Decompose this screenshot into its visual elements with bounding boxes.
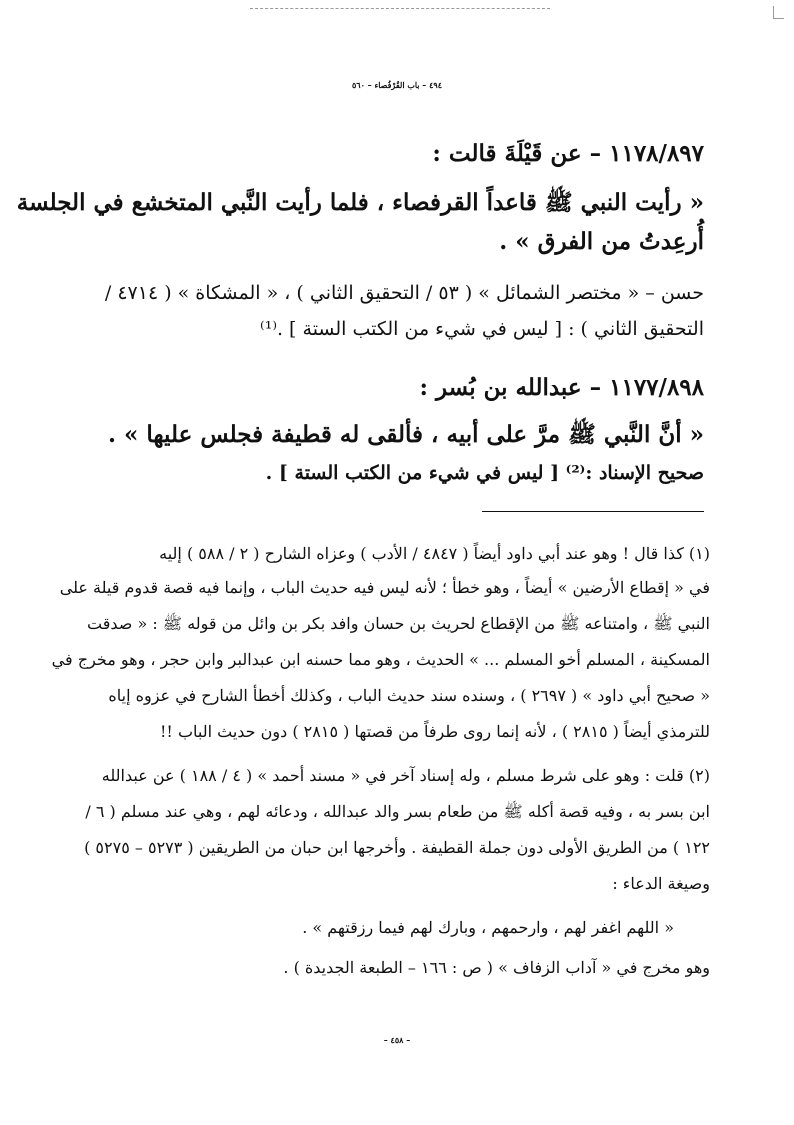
footnote-1-line: المسكينة ، المسلم أخو المسلم ... » الحديث ، وهو مما حسنه ابن عبدالبر وابن حجر ، وهو مخرج في bbox=[51, 650, 710, 669]
footnote-2-line: ابن بسر به ، وفيه قصة أكله ﷺ من طعام بسر والد عبدالله ، ودعائه لهم ، وهي عند مسلم ( ٦ / bbox=[85, 802, 710, 821]
footnote-2-line: وصيغة الدعاء : bbox=[612, 874, 710, 893]
footnote-1-line: « صحيح أبي داود » ( ٢٦٩٧ ) ، وسنده سند حديث الباب ، وكذلك أخطأ الشارح في عزوه إياه bbox=[108, 686, 710, 705]
footnote-2-line: (٢) قلت : وهو على شرط مسلم ، وله إسناد آخر في « مسند أحمد » ( ٤ / ١٨٨ ) عن عبدالله bbox=[101, 766, 710, 785]
hadith-898-grade-line-1: صحيح الإسناد :⁽²⁾ [ ليس في شيء من الكتب الستة ] . bbox=[265, 462, 704, 484]
footnote-2-dua: « اللهم اغفر لهم ، وارحمهم ، وبارك لهم فيما رزقتهم » . bbox=[302, 918, 674, 937]
footnote-1-line: (١) كذا قال ! وهو عند أبي داود أيضاً ( ٤٨٤٧ / الأدب ) وعزاه الشارح ( ٢ / ٥٨٨ ) إليه bbox=[159, 544, 710, 563]
hadith-897-grade-line-2: التحقيق الثاني ) : [ ليس في شيء من الكتب الستة ] .⁽¹⁾ bbox=[260, 318, 704, 340]
hadith-897-grade-line-1: حسن – « مختصر الشمائل » ( ٥٣ / التحقيق الثاني ) ، « المشكاة » ( ٤٧١٤ / bbox=[104, 282, 704, 304]
hadith-897-text-line-2: أُرعِدتُ من الفرق » . bbox=[499, 228, 704, 255]
footnote-2-closing: وهو مخرج في « آداب الزفاف » ( ص : ١٦٦ – الطبعة الجديدة ) . bbox=[283, 958, 710, 977]
hadith-898-text-line-1: « أنَّ النَّبي ﷺ مرَّ على أبيه ، فألقى له قطيفة فجلس عليها » . bbox=[108, 421, 704, 448]
hadith-897-text-line-1: « رأيت النبي ﷺ قاعداً القرفصاء ، فلما رأيت النَّبي المتخشع في الجلسة bbox=[16, 189, 704, 216]
footnote-separator bbox=[482, 511, 704, 512]
footnote-1-line: في « إقطاع الأرضين » أيضاً ، وهو خطأ ؛ لأنه ليس فيه حديث الباب ، وإنما فيه قصة قدوم قيلة على bbox=[59, 578, 710, 597]
hadith-897-header: ١١٧٨/٨٩٧ – عن قَيْلَةَ قالت : bbox=[432, 140, 704, 167]
hadith-898-header: ١١٧٧/٨٩٨ – عبدالله بن بُسر : bbox=[419, 374, 704, 401]
footnote-1-line: للترمذي أيضاً ( ٢٨١٥ ) ، لأنه إنما روى طرفاً من قصتها ( ٢٨١٥ ) دون حديث الباب !! bbox=[160, 722, 710, 741]
chapter-title: ٤٩٤ – باب القُرْفُصاء – ٥٦٠ bbox=[352, 80, 442, 90]
footnote-2-line: ١٢٢ ) من الطريق الأولى دون جملة القطيفة . وأخرجها ابن حبان من الطريقين ( ٥٢٧٣ – ٥٢٧٥ ) bbox=[84, 838, 710, 857]
page-number: – ٤٥٨ – bbox=[383, 1035, 411, 1045]
scan-top-dashed-line bbox=[250, 8, 550, 9]
footnote-1-line: النبي ﷺ ، وامتناعه ﷺ من الإقطاع لحريث بن حسان وافد بكر بن وائل من قوله ﷺ : « صدقت bbox=[87, 614, 710, 633]
scan-corner-mark bbox=[773, 6, 784, 19]
